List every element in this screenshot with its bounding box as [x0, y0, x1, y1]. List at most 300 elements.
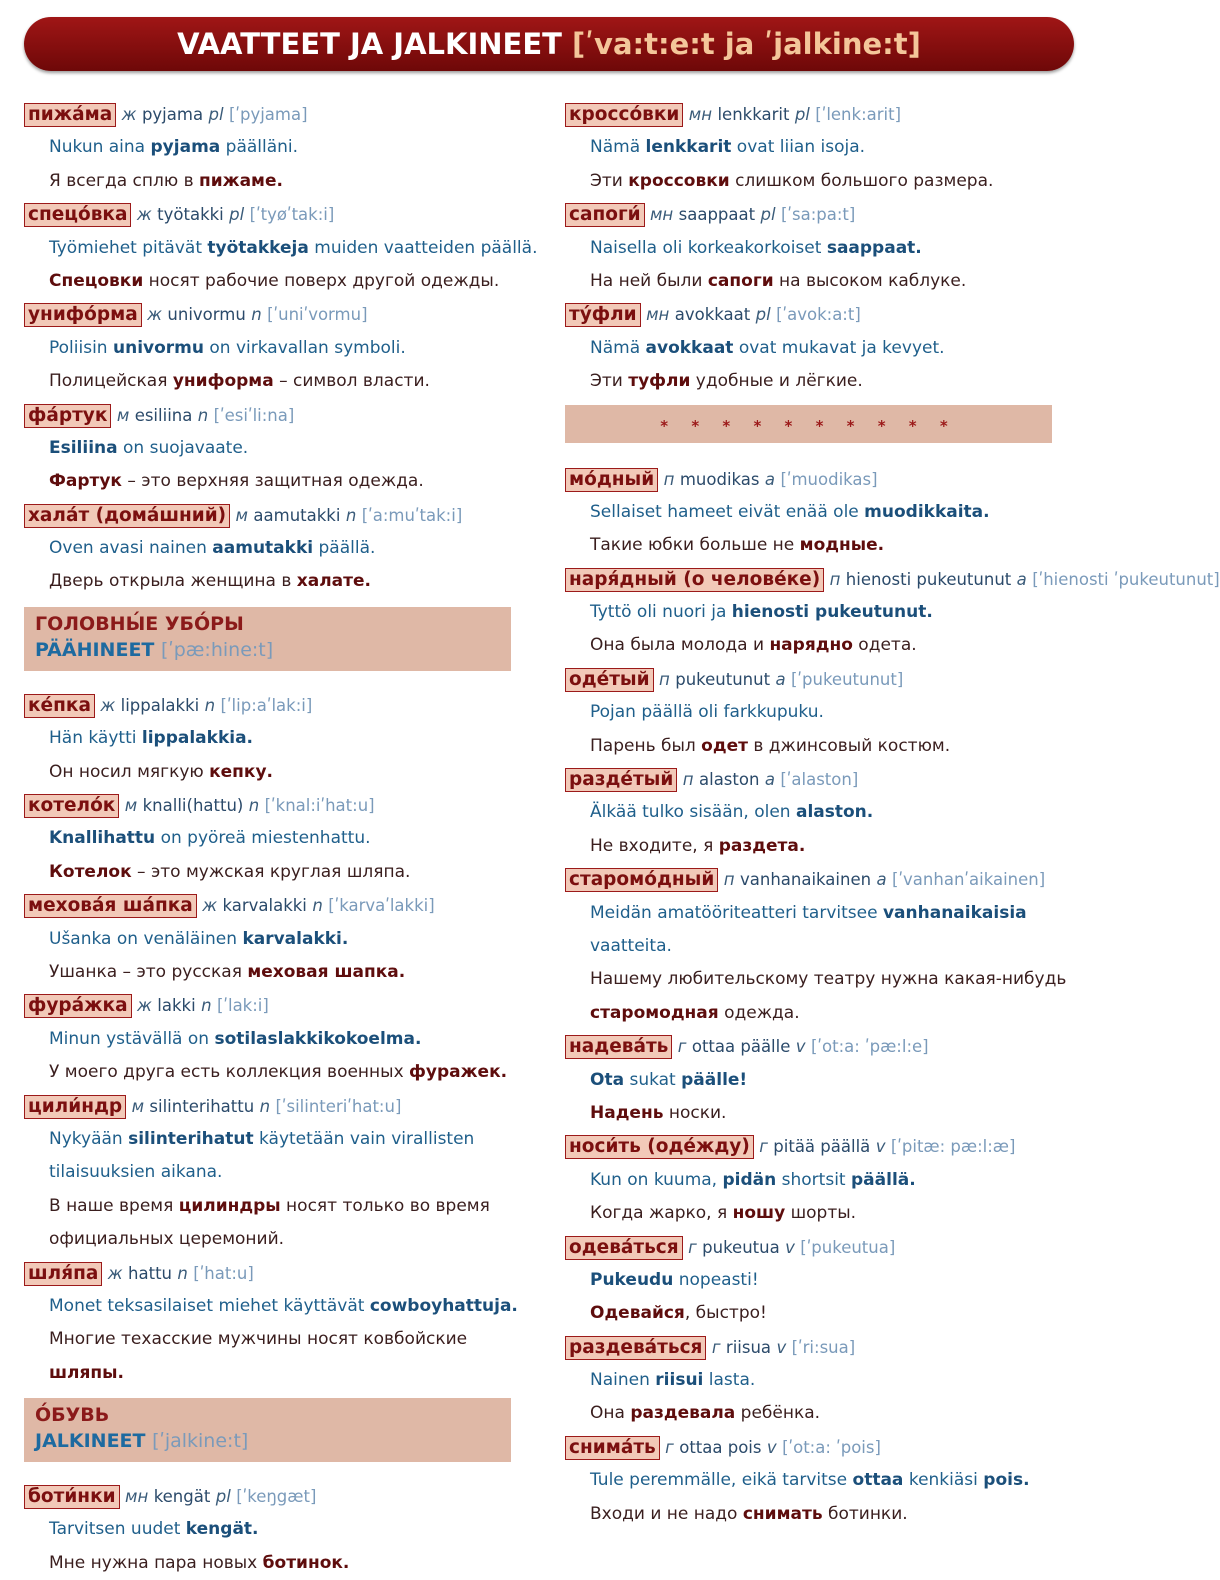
- headword: кроссо́вки: [565, 103, 683, 127]
- example-fragment: Tule peremmälle, eikä tarvitse: [590, 1470, 853, 1491]
- section-title-fi-text: PÄÄHINEET: [35, 638, 155, 661]
- example-sentence: [565, 1464, 1075, 1497]
- example-fragment: Nukun aina: [49, 137, 151, 158]
- example-fragment: Työmiehet pitävät: [49, 237, 208, 258]
- example-sentence: [565, 1097, 1075, 1130]
- example-sentence: [24, 1323, 544, 1356]
- example-sentence: [565, 496, 1075, 529]
- example-sentence: [24, 1056, 544, 1089]
- example-fragment: Pukeudu: [590, 1269, 674, 1290]
- example-fragment: lippalakkia.: [141, 728, 254, 749]
- example-fragment: Полицейская: [49, 371, 173, 392]
- page-title: VAATTEET JA JALKINEET: [177, 27, 562, 61]
- example-fragment: Tyttö oli nuori ja: [590, 602, 732, 623]
- example-fragment: Älkää tulko sisään, olen: [590, 802, 796, 823]
- section-header: [24, 607, 511, 671]
- example-fragment: одета.: [852, 635, 917, 656]
- example-fragment: sotilaslakkikokoelma.: [214, 1028, 422, 1049]
- grammar-tag: п: [723, 870, 735, 890]
- example-fragment: nopeasti!: [673, 1269, 759, 1290]
- pronunciation: [ʹhat:u]: [193, 1263, 254, 1283]
- headword: спецо́вка: [24, 203, 131, 227]
- pronunciation: [ʹsilinteriʹhat:u]: [275, 1096, 402, 1116]
- translation: ottaa pois: [679, 1437, 762, 1457]
- example-fragment: cowboyhattuja.: [369, 1295, 518, 1316]
- example-sentence: [565, 1064, 1075, 1097]
- example-fragment: ребёнка.: [735, 1403, 821, 1424]
- example-fragment: на высоком каблуке.: [773, 270, 967, 291]
- grammar-tag: ж: [202, 896, 218, 916]
- example-sentence: [565, 1498, 1075, 1531]
- example-fragment: Nämä: [590, 137, 646, 158]
- example-fragment: pyjama: [150, 137, 221, 158]
- example-fragment: Нашему любительскому театру нужна какая-нибудь: [590, 969, 1067, 990]
- entry-headword-line: [24, 1480, 544, 1513]
- section-pronunciation: [ʹjalkine:t]: [152, 1430, 249, 1453]
- grammar-tag: pl: [755, 305, 771, 325]
- example-fragment: vanhanaikaisia: [882, 902, 1027, 923]
- section-header: [24, 1398, 511, 1462]
- example-fragment: ношу: [732, 1203, 786, 1224]
- example-sentence: [24, 131, 544, 164]
- grammar-tag: г: [688, 1237, 697, 1257]
- example-fragment: нарядно: [769, 635, 853, 656]
- example-sentence: [565, 529, 1075, 562]
- grammar-tag: ж: [136, 205, 152, 225]
- example-fragment: меховая шапка.: [247, 961, 406, 982]
- example-sentence: [24, 1513, 544, 1546]
- example-fragment: ботинок.: [262, 1552, 350, 1573]
- example-sentence: [565, 830, 1075, 863]
- translation: aamutakki: [253, 505, 341, 525]
- example-fragment: в джинсовый костюм.: [747, 735, 951, 756]
- grammar-tag: n: [345, 505, 357, 525]
- entry-headword-line: [24, 499, 544, 532]
- pronunciation: [ʹknal:iʹhat:u]: [264, 796, 375, 816]
- example-fragment: шорты.: [785, 1203, 857, 1224]
- example-fragment: päälle!: [681, 1069, 748, 1090]
- grammar-tag: мн: [649, 205, 674, 225]
- grammar-tag: v: [875, 1137, 886, 1157]
- example-fragment: Не входите, я: [590, 835, 719, 856]
- example-fragment: Nämä: [590, 337, 646, 358]
- grammar-tag: г: [711, 1337, 721, 1357]
- headword: котело́к: [24, 794, 119, 818]
- example-fragment: цилиндры: [178, 1195, 281, 1216]
- grammar-tag: г: [677, 1037, 687, 1057]
- grammar-tag: мн: [688, 105, 713, 124]
- example-sentence: [565, 796, 1075, 829]
- grammar-tag: мн: [646, 305, 670, 325]
- pronunciation: [ʹhienosti ʹpukeutunut]: [1032, 569, 1220, 589]
- translation: univormu: [167, 305, 246, 325]
- pronunciation: [ʹsa:pa:t]: [780, 205, 856, 225]
- example-fragment: Nykyään: [49, 1128, 129, 1149]
- example-fragment: носят только во время: [280, 1195, 490, 1216]
- example-sentence: [24, 232, 544, 265]
- example-fragment: Monet teksasilaiset miehet käyttävät: [49, 1295, 370, 1316]
- example-fragment: удобные и лёгкие.: [690, 371, 863, 392]
- translation: pitää päällä: [773, 1137, 871, 1157]
- headword: пижа́ма: [24, 103, 116, 127]
- example-fragment: lasta.: [703, 1370, 756, 1391]
- example-fragment: Парень был: [590, 735, 702, 756]
- translation: karvalakki: [222, 896, 307, 916]
- section-title-fi: [35, 1428, 500, 1454]
- example-fragment: shortsit: [776, 1169, 851, 1190]
- translation: muodikas: [679, 469, 760, 489]
- entry-headword-line: [565, 863, 1075, 896]
- example-fragment: Pojan päällä oli farkkupuku.: [590, 702, 824, 723]
- headword: одева́ться: [565, 1236, 683, 1260]
- example-sentence: [565, 131, 1075, 164]
- example-fragment: sukat: [624, 1069, 682, 1090]
- example-fragment: on pyöreä miestenhattu.: [155, 828, 371, 849]
- section-title-ru: О́БУВЬ: [35, 1404, 110, 1427]
- example-fragment: saappaat.: [826, 237, 922, 258]
- example-sentence: [565, 265, 1075, 298]
- example-fragment: , быстро!: [684, 1303, 767, 1324]
- translation: saappaat: [678, 205, 756, 225]
- example-sentence: [24, 532, 544, 565]
- translation: silinterihattu: [149, 1096, 255, 1116]
- grammar-tag: n: [197, 405, 209, 425]
- example-sentence: [565, 730, 1075, 763]
- grammar-tag: pl: [794, 105, 810, 124]
- entry-headword-line: [24, 198, 544, 231]
- grammar-tag: v: [776, 1337, 787, 1357]
- pronunciation: [ʹavok:a:t]: [776, 305, 861, 325]
- example-fragment: Ota: [590, 1069, 625, 1090]
- example-fragment: слишком большого размера.: [729, 170, 994, 191]
- example-fragment: шляпы.: [49, 1362, 124, 1383]
- headword: мо́дный: [565, 468, 658, 492]
- example-sentence: [565, 696, 1075, 729]
- example-fragment: На ней были: [590, 270, 708, 291]
- example-fragment: Esiliina: [49, 437, 118, 458]
- example-fragment: hienosti pukeutunut.: [731, 602, 933, 623]
- pronunciation: [ʹot:a: ʹpæ:l:e]: [810, 1037, 929, 1057]
- example-fragment: kengät.: [185, 1519, 259, 1540]
- example-sentence: [24, 1023, 544, 1056]
- example-fragment: aamutakki: [212, 538, 314, 559]
- example-fragment: Ушанка – это русская: [49, 961, 248, 982]
- example-fragment: ottaa: [852, 1470, 904, 1491]
- example-fragment: халате.: [296, 571, 371, 592]
- page-title-pronunciation: [ʹva:t:e:t ja ʹjalkine:t]: [572, 27, 921, 61]
- entry-headword-line: [24, 1090, 544, 1123]
- example-fragment: Oven avasi nainen: [49, 538, 213, 559]
- example-sentence: [565, 596, 1075, 629]
- grammar-tag: n: [251, 305, 262, 325]
- translation: knalli(hattu): [142, 796, 244, 816]
- section-title-ru: ГОЛОВНЫ́Е УБО́РЫ: [35, 612, 244, 635]
- example-fragment: Он носил мягкую: [49, 761, 210, 782]
- example-fragment: Sellaiset hameet eivät enää ole: [590, 501, 865, 522]
- section-title-fi-text: JALKINEET: [35, 1430, 146, 1453]
- example-fragment: päällä.: [313, 538, 376, 559]
- example-fragment: Одевайся: [590, 1303, 685, 1324]
- example-fragment: фуражек.: [409, 1062, 508, 1083]
- example-fragment: muodikkaita.: [864, 501, 990, 522]
- example-sentence: [24, 923, 544, 956]
- example-sentence: [24, 956, 544, 989]
- translation: hienosti pukeutunut: [845, 569, 1012, 589]
- example-sentence: [24, 565, 544, 598]
- entry-headword-line: [565, 198, 1075, 231]
- example-fragment: pidän: [722, 1169, 777, 1190]
- entry-headword-line: [24, 689, 544, 722]
- pronunciation: [ʹesiʹli:na]: [213, 405, 295, 425]
- grammar-tag: a: [1016, 569, 1027, 589]
- pronunciation: [ʹa:muʹtak:i]: [361, 505, 463, 525]
- grammar-tag: м: [124, 796, 138, 816]
- example-fragment: Она: [590, 1403, 631, 1424]
- example-fragment: кроссовки: [628, 170, 730, 191]
- example-fragment: Poliisin: [49, 337, 113, 358]
- example-fragment: Дверь открыла женщина в: [49, 571, 297, 592]
- example-fragment: on suojavaate.: [117, 437, 249, 458]
- example-fragment: кепку.: [209, 761, 274, 782]
- grammar-tag: a: [775, 669, 786, 689]
- grammar-tag: pl: [760, 205, 776, 225]
- pronunciation: [ʹlip:aʹlak:i]: [220, 695, 313, 715]
- example-fragment: alaston.: [795, 802, 874, 823]
- translation: työtakki: [157, 205, 224, 225]
- entry-headword-line: [24, 1257, 544, 1290]
- example-sentence: [565, 1297, 1075, 1330]
- entry-headword-line: [565, 1431, 1075, 1464]
- grammar-tag: п: [663, 469, 675, 489]
- example-fragment: Knallihattu: [49, 828, 156, 849]
- example-sentence: [565, 1397, 1075, 1430]
- grammar-tag: мн: [125, 1487, 149, 1507]
- grammar-tag: n: [259, 1096, 271, 1116]
- grammar-tag: г: [665, 1437, 674, 1457]
- example-sentence: [565, 1364, 1075, 1397]
- example-fragment: – это верхняя защитная одежда.: [121, 471, 424, 492]
- example-fragment: Эти: [590, 170, 629, 191]
- headword: сапоги́: [565, 203, 645, 227]
- translation: kengät: [153, 1487, 211, 1507]
- example-sentence: [565, 1197, 1075, 1230]
- example-fragment: silinterihatut: [128, 1128, 254, 1149]
- grammar-tag: n: [204, 695, 216, 715]
- grammar-tag: a: [876, 870, 887, 890]
- example-sentence: [24, 332, 544, 365]
- example-fragment: снимать: [742, 1503, 823, 1524]
- example-fragment: сапоги: [707, 270, 774, 291]
- headword: шля́па: [24, 1262, 102, 1286]
- example-fragment: Спецовки: [49, 270, 144, 291]
- entry-headword-line: [565, 1130, 1075, 1163]
- example-fragment: Входи и не надо: [590, 1503, 743, 1524]
- entry-headword-line: [24, 298, 544, 331]
- entry-headword-line: [565, 663, 1075, 696]
- example-sentence: [565, 997, 1075, 1030]
- right-column: [565, 98, 1220, 1531]
- entry-headword-line: [565, 1030, 1075, 1063]
- example-fragment: kenkiäsi: [903, 1470, 984, 1491]
- grammar-tag: n: [248, 796, 260, 816]
- example-sentence: [565, 165, 1075, 198]
- pronunciation: [ʹvanhanʹaikainen]: [892, 870, 1046, 890]
- example-sentence: [565, 897, 1075, 930]
- example-fragment: on virkavallan symboli.: [203, 337, 406, 358]
- example-fragment: пижаме.: [199, 170, 283, 191]
- example-fragment: одежда.: [718, 1002, 800, 1023]
- example-fragment: модные.: [799, 535, 885, 556]
- entry-headword-line: [24, 889, 544, 922]
- headword: цили́ндр: [24, 1095, 126, 1119]
- translation: esiliina: [134, 405, 193, 425]
- headword: унифо́рма: [24, 303, 142, 327]
- example-fragment: Minun ystävällä on: [49, 1028, 215, 1049]
- grammar-tag: п: [659, 669, 670, 689]
- example-sentence: [565, 232, 1075, 265]
- entry-headword-line: [24, 789, 544, 822]
- pronunciation: [ʹpitæ: pæ:l:æ]: [890, 1137, 1016, 1157]
- example-fragment: раздета.: [718, 835, 806, 856]
- example-sentence: [24, 165, 544, 198]
- translation: alaston: [699, 770, 760, 790]
- grammar-tag: п: [829, 569, 841, 589]
- entry-headword-line: [565, 463, 1075, 496]
- example-fragment: pois.: [983, 1470, 1030, 1491]
- grammar-tag: м: [131, 1096, 145, 1116]
- entry-headword-line: [24, 989, 544, 1022]
- example-sentence: [565, 365, 1075, 398]
- example-fragment: Фартук: [49, 471, 122, 492]
- translation: pukeutunut: [675, 669, 771, 689]
- translation: pyjama: [141, 105, 204, 124]
- entry-headword-line: [565, 563, 1220, 596]
- example-sentence: [565, 1164, 1075, 1197]
- example-fragment: Мне нужна пара новых: [49, 1552, 263, 1573]
- entry-headword-line: [565, 298, 1075, 331]
- entry-headword-line: [565, 98, 1075, 131]
- entry-headword-line: [565, 1331, 1075, 1364]
- page-title-banner: [24, 17, 1074, 71]
- grammar-tag: ж: [137, 996, 152, 1016]
- left-column: [24, 98, 544, 1580]
- headword: раздева́ться: [565, 1336, 706, 1360]
- translation: lakki: [157, 996, 196, 1016]
- example-fragment: старомодная: [590, 1002, 719, 1023]
- grammar-tag: v: [795, 1037, 806, 1057]
- grammar-tag: м: [235, 505, 248, 525]
- example-fragment: työtakkeja: [207, 237, 309, 258]
- example-sentence: [565, 963, 1075, 996]
- example-fragment: Nainen: [590, 1370, 656, 1391]
- grammar-tag: a: [764, 770, 775, 790]
- example-fragment: Naisella oli korkeakorkoiset: [590, 237, 827, 258]
- pronunciation: [ʹpukeutunut]: [791, 669, 904, 689]
- headword: мехова́я ша́пка: [24, 894, 197, 918]
- example-fragment: У моего друга есть коллекция военных: [49, 1062, 410, 1083]
- pronunciation: [ʹlak:i]: [216, 996, 269, 1016]
- example-fragment: Она была молода и: [590, 635, 770, 656]
- headword: оде́тый: [565, 668, 654, 692]
- example-fragment: носки.: [663, 1102, 727, 1123]
- example-fragment: – это мужская круглая шляпа.: [131, 861, 411, 882]
- example-sentence: [24, 1190, 544, 1223]
- grammar-tag: v: [785, 1237, 795, 1257]
- example-sentence: [24, 822, 544, 855]
- example-fragment: Meidän amatööriteatteri tarvitsee: [590, 902, 883, 923]
- translation: pukeutua: [702, 1237, 780, 1257]
- grammar-tag: a: [764, 469, 776, 489]
- example-sentence: [24, 1223, 544, 1256]
- pronunciation: [ʹalaston]: [780, 770, 859, 790]
- headword: наря́дный (о челове́ке): [565, 568, 824, 592]
- pronunciation: [ʹkarvaʹlakki]: [328, 896, 435, 916]
- grammar-tag: n: [312, 896, 323, 916]
- pronunciation: [ʹtyøʹtak:i]: [249, 205, 335, 225]
- example-sentence: [24, 1290, 544, 1323]
- entry-headword-line: [24, 399, 544, 432]
- example-fragment: – символ власти.: [273, 371, 430, 392]
- headword: разде́тый: [565, 768, 677, 792]
- example-fragment: vaatteita.: [590, 935, 672, 956]
- example-fragment: univormu: [112, 337, 204, 358]
- translation: ottaa päälle: [691, 1037, 791, 1057]
- section-title-fi: [35, 637, 500, 663]
- example-fragment: Ušanka on venäläinen: [49, 928, 243, 949]
- entry-headword-line: [565, 1231, 1075, 1264]
- translation: vanhanaikainen: [739, 870, 872, 890]
- grammar-tag: ж: [100, 695, 116, 715]
- headword: ту́фли: [565, 303, 641, 327]
- example-fragment: muiden vaatteiden päällä.: [308, 237, 538, 258]
- translation: avokkaat: [674, 305, 751, 325]
- headword: хала́т (дома́шний): [24, 504, 230, 528]
- example-fragment: ботинки.: [822, 1503, 908, 1524]
- example-sentence: [24, 365, 544, 398]
- example-fragment: носят рабочие поверх другой одежды.: [143, 270, 500, 291]
- example-fragment: В наше время: [49, 1195, 179, 1216]
- example-fragment: Когда жарко, я: [590, 1203, 733, 1224]
- pronunciation: [ʹri:sua]: [791, 1337, 856, 1357]
- translation: hattu: [128, 1263, 172, 1283]
- translation: lenkkarit: [717, 105, 790, 124]
- grammar-tag: pl: [229, 205, 245, 225]
- headword: ке́пка: [24, 694, 95, 718]
- grammar-tag: pl: [208, 105, 224, 124]
- example-fragment: Hän käytti: [49, 728, 142, 749]
- grammar-tag: ж: [107, 1263, 123, 1283]
- headword: надева́ть: [565, 1035, 672, 1059]
- headword: старомо́дный: [565, 868, 718, 892]
- entry-headword-line: [24, 98, 544, 131]
- example-fragment: Эти: [590, 371, 629, 392]
- example-fragment: lenkkarit: [645, 137, 732, 158]
- entry-headword-line: [565, 763, 1075, 796]
- grammar-tag: ж: [147, 305, 162, 325]
- grammar-tag: n: [177, 1263, 188, 1283]
- example-fragment: Я всегда сплю в: [49, 170, 200, 191]
- pronunciation: [ʹpyjama]: [228, 105, 308, 124]
- example-sentence: [24, 465, 544, 498]
- grammar-tag: pl: [215, 1487, 231, 1507]
- example-sentence: [565, 629, 1075, 662]
- grammar-tag: м: [116, 405, 130, 425]
- headword: фура́жка: [24, 994, 132, 1018]
- example-fragment: Такие юбки больше не: [590, 535, 800, 556]
- example-sentence: [24, 1357, 544, 1390]
- example-fragment: ovat liian isoja.: [731, 137, 866, 158]
- example-sentence: [24, 722, 544, 755]
